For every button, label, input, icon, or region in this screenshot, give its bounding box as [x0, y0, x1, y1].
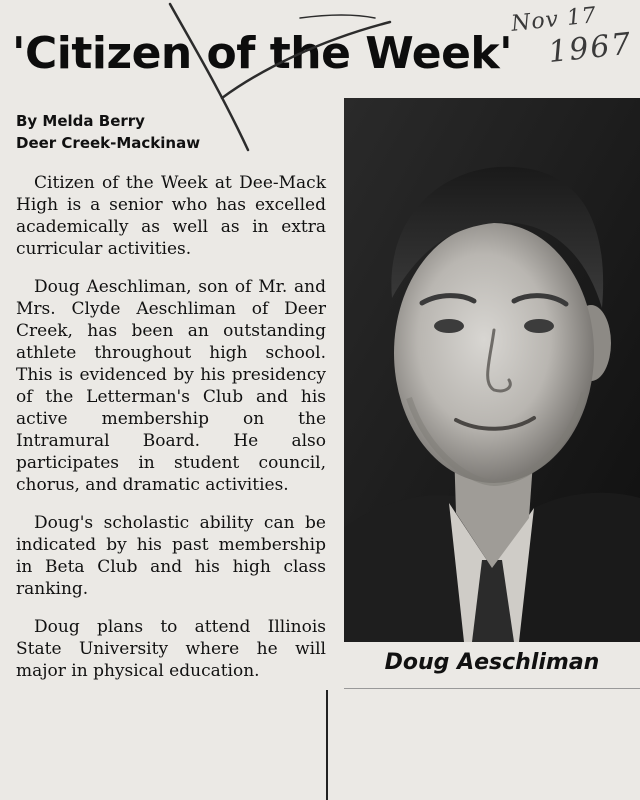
- article-body: [16, 172, 326, 698]
- handwritten-date: [510, 0, 638, 98]
- article-paragraph-2: Doug Aeschliman, son of Mr. and Mrs. Clyde Aeschliman of Deer Creek, has been an outstanding athlete throughout high school. This is evidenced by his presidency of the Letterman's Club and his active membership on the Intramural Board. He also participates in student council, chorus, and dramatic activities.: [16, 277, 326, 495]
- column-divider: [326, 690, 328, 800]
- handwritten-date-year: 1967: [546, 26, 635, 71]
- byline-location: Deer Creek-Mackinaw: [16, 134, 201, 152]
- handwritten-date-month-day: Nov 17: [510, 3, 599, 37]
- portrait-photo: [344, 98, 640, 642]
- byline-author: By Melda Berry: [16, 112, 145, 130]
- article-paragraph-1: Citizen of the Week at Dee-Mack High is a senior who has excelled academically as well as in extra curricular activities.: [16, 173, 326, 259]
- byline: [16, 110, 200, 154]
- article-paragraph-3: Doug's scholastic ability can be indicated by his past membership in Beta Club and his high class ranking.: [16, 513, 326, 599]
- article-paragraph-4: Doug plans to attend Illinois State University where he will major in physical education.: [16, 617, 326, 681]
- headline: 'Citizen of the Week': [12, 28, 513, 79]
- portrait-illustration: [344, 98, 640, 642]
- caption-rule: [344, 688, 640, 689]
- photo-caption: Doug Aeschliman: [384, 650, 600, 675]
